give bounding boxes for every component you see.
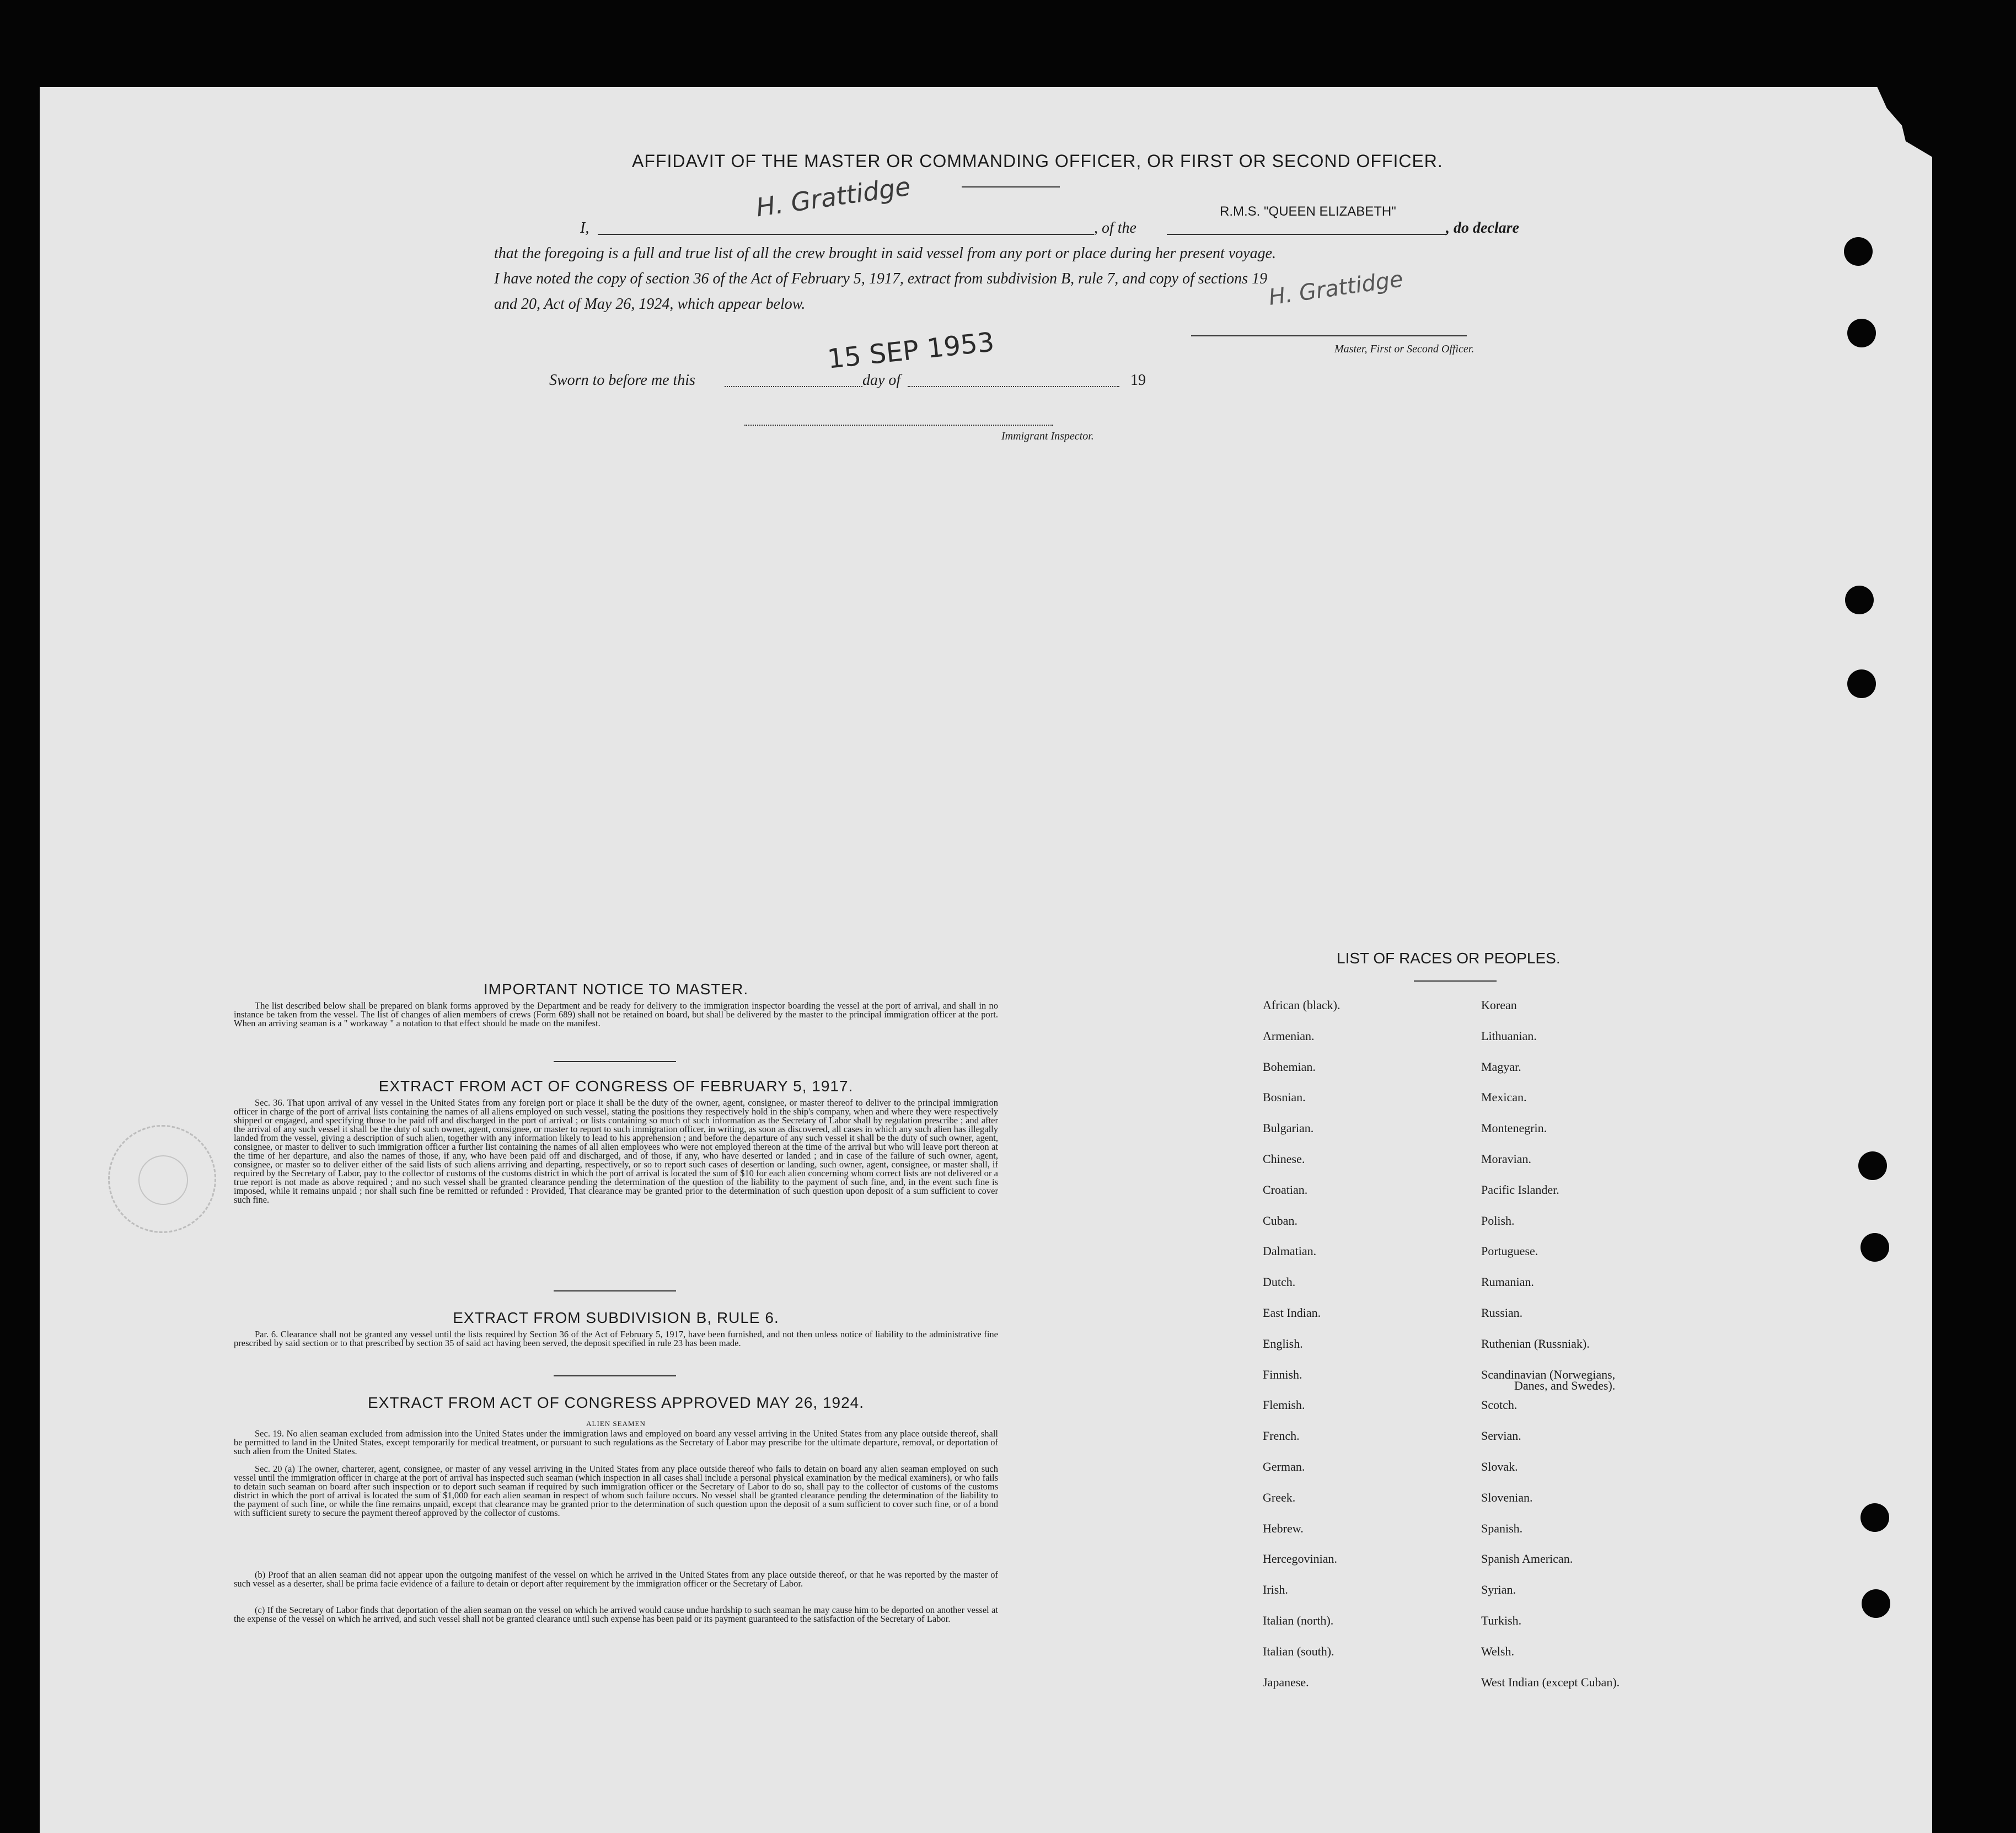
race-item: Italian (north). [1263, 1614, 1334, 1627]
punch-hole [1847, 319, 1876, 347]
race-item: Cuban. [1263, 1213, 1297, 1228]
race-item: Syrian. [1481, 1583, 1516, 1597]
extract-1924-subtitle: ALIEN SEAMEN [586, 1419, 646, 1428]
race-item: Bohemian. [1263, 1059, 1316, 1074]
race-item: Welsh. [1481, 1644, 1514, 1658]
extract-1917-text: Sec. 36. That upon arrival of any vessel in the United States from any foreign port or place it shall be the duty of the owner, agent, consignee, or master thereof to deliver to the principal immigration officer in charge of the port of arrival lists containing the names of all aliens employed on such vessel, stating the positions they respectively hold in the ship's company, when and where they were respectively shipped or engaged, and specifying those to be paid off and discharged in the port of arrival ; or lists containing so much of such information as the Secretary of Labor shall by regulation prescribe ; and after the arrival of any such vessel it shall be the duty of such owner, agent, consignee, or master to report to such immigration officer, in writing, as soon as discovered, all cases in which any such alien has illegally landed from the vessel, giving a description of such alien, together with any information likely to lead to his apprehension ; and before the departure of any such vessel it shall be the duty of such owner, agent, consignee, or master to deliver to such immigration officer a further list containing the names of all alien employees who were not employed thereon at the time of the arrival but who will leave port thereon at the time of her departure, and also the names of those, if any, who have been paid off and discharged, and of those, if any, who have deserted or landed ; and in case of the failure of such owner, agent, consignee, or master so to deliver either of the said lists of such aliens arriving and departing, respectively, or so to report such cases of desertion or landing, such owner, agent, consignee, or master shall, if required by the Secretary of Labor, pay to the collector of customs of the customs district in which the port of arrival is located the sum of $10 for each alien concerning whom correct lists are not delivered or a true report is not made as above required ; and no such vessel shall be granted clearance pending the determination of the question of the liability to the payment of such fine, and, in the event such fine is imposed, while it remains unpaid ; nor shall such fine be remitted or refunded : Provided, That clearance may be granted prior to the determination of such question upon deposit of a sum sufficient to cover such fine. [234, 1097, 998, 1205]
punch-hole [1858, 1151, 1887, 1180]
affidavit-line-2: that the foregoing is a full and true list of all the crew brought in said vessel from any port or place during her present voyage. [494, 245, 1277, 262]
sworn-day: day of [862, 372, 901, 389]
extract-1924-title: EXTRACT FROM ACT OF CONGRESS APPROVED MAY 26, 1924. [367, 1394, 865, 1411]
race-item: Flemish. [1263, 1398, 1305, 1412]
extract-1924-sec20b: (b) Proof that an alien seaman did not appear upon the outgoing manifest of the vessel on which he arrived in the United States from any place outside thereof, or that he was reported by the master of such vessel as a deserter, shall be prima facie evidence of a failure to detain or deport after requirement by the immigration officer or the Secretary of Labor. [234, 1569, 998, 1589]
race-item: Spanish. [1481, 1521, 1523, 1535]
extract-1924-sec19: Sec. 19. No alien seaman excluded from admission into the United States under the immigration laws and employed on board any vessel arriving in the United States from any place outside thereof, shall be permitted to land in the United States, except temporarily for medical treatment, or pursuant to such regulations as the Secretary of Labor may prescribe for the ultimate departure, removal, or deportation of such alien from the United States. [234, 1428, 998, 1456]
inspector-caption: Immigrant Inspector. [1001, 430, 1094, 442]
race-item: German. [1263, 1460, 1305, 1473]
race-item: Russian. [1481, 1306, 1523, 1320]
affidavit-do-declare: , do declare [1446, 219, 1519, 237]
title-underline [962, 186, 1060, 187]
extract-1917-title: EXTRACT FROM ACT OF CONGRESS OF FEBRUARY 5, 1917. [378, 1078, 854, 1095]
divider [554, 1061, 676, 1062]
sworn-month-line [908, 386, 1119, 387]
extract-rule6-title: EXTRACT FROM SUBDIVISION B, RULE 6. [453, 1309, 779, 1326]
race-item: Turkish. [1481, 1614, 1522, 1627]
affidavit-line-3: I have noted the copy of section 36 of the Act of February 5, 1917, extract from subdivision B, rule 7, and copy of sections 19 [494, 270, 1268, 287]
race-item: Danes, and Swedes). [1514, 1379, 1616, 1392]
race-item: Hercegovinian. [1263, 1552, 1337, 1566]
extract-rule6-text: Par. 6. Clearance shall not be granted any vessel until the lists required by Section 36 of the Act of February 5, 1917, have been furnished, and not then unless notice of liability to the administrative fine prescribed by said section or to that prescribed by section 35 of said act having been served, the deposit specified in rule 23 has been made. [234, 1329, 998, 1348]
race-item: Slovak. [1481, 1460, 1518, 1473]
sworn-day-line [725, 386, 862, 387]
race-item: Magyar. [1481, 1059, 1521, 1074]
name-line [598, 234, 1094, 235]
punch-hole [1847, 669, 1876, 698]
race-item: Armenian. [1263, 1028, 1315, 1043]
affidavit-title: AFFIDAVIT OF THE MASTER OR COMMANDING OFFICER, OR FIRST OR SECOND OFFICER. [632, 151, 1443, 171]
affidavit-i: I, [580, 219, 589, 237]
race-item: Scotch. [1481, 1398, 1518, 1412]
race-item: Lithuanian. [1481, 1028, 1537, 1043]
race-item: Hebrew. [1263, 1521, 1304, 1535]
race-item: Scandinavian (Norwegians, [1481, 1367, 1616, 1381]
race-item: Bulgarian. [1263, 1121, 1314, 1135]
race-item: Italian (south). [1263, 1644, 1334, 1658]
race-item: East Indian. [1263, 1306, 1321, 1320]
punch-hole [1862, 1589, 1890, 1618]
punch-hole [1860, 1233, 1889, 1262]
race-item: French. [1263, 1429, 1300, 1443]
race-item: Spanish American. [1481, 1552, 1573, 1566]
date-stamp: 15 SEP 1953 [825, 326, 996, 375]
race-item: English. [1263, 1336, 1303, 1350]
punch-hole [1844, 237, 1873, 266]
race-item: Montenegrin. [1481, 1121, 1547, 1135]
affidavit-line-4: and 20, Act of May 26, 1924, which appear below. [494, 296, 806, 313]
race-item: Irish. [1263, 1583, 1288, 1597]
inspector-line [744, 425, 1053, 426]
divider [554, 1375, 676, 1376]
race-item: Dalmatian. [1263, 1244, 1317, 1258]
officer-signature-line [1191, 335, 1467, 336]
race-item: Pacific Islander. [1481, 1182, 1559, 1197]
extract-1924-sec20c: (c) If the Secretary of Labor finds that deportation of the alien seaman on the vessel on which he arrived would cause undue hardship to such seaman he may cause him to be deported on another vessel at the expense of the vessel on which he arrived, and such vessel shall not be granted clearance until such expense has been paid or its payment guaranteed to the satisfaction of the Secretary of Labor. [234, 1605, 998, 1624]
notice-title: IMPORTANT NOTICE TO MASTER. [483, 980, 749, 998]
race-item: Greek. [1263, 1490, 1296, 1504]
punch-hole [1860, 1503, 1889, 1532]
sworn-year: 19 [1130, 372, 1146, 389]
race-item: Portuguese. [1481, 1244, 1538, 1258]
race-item: Ruthenian (Russniak). [1481, 1336, 1590, 1350]
races-title-underline [1414, 980, 1497, 982]
sworn-prefix: Sworn to before me this [549, 372, 695, 389]
race-item: Korean [1481, 998, 1517, 1012]
race-item: Mexican. [1481, 1090, 1527, 1105]
races-title: LIST OF RACES OR PEOPLES. [1337, 950, 1561, 967]
punch-hole [1845, 586, 1874, 614]
race-item: Croatian. [1263, 1182, 1308, 1197]
notice-text: The list described below shall be prepared on blank forms approved by the Department and be ready for delivery to the immigration inspector boarding the vessel at the port of arrival, and shall in no instance be taken from the vessel. The list of changes of alien members of crews (Form 689) shall not be retained on board, but shall be delivered by the master to the principal immigration officer at the port. When an arriving seaman is a " workaway " a notation to that effect should be made on the manifest. [234, 1000, 998, 1028]
race-item: West Indian (except Cuban). [1481, 1675, 1620, 1689]
officer-signature: H. Grattidge [1267, 266, 1405, 310]
race-item: Rumanian. [1481, 1275, 1534, 1289]
vessel-name: R.M.S. "QUEEN ELIZABETH" [1220, 204, 1396, 219]
race-item: Polish. [1481, 1213, 1515, 1228]
race-item: Moravian. [1481, 1152, 1532, 1166]
race-item: Finnish. [1263, 1367, 1302, 1381]
race-item: Japanese. [1263, 1675, 1309, 1689]
divider [554, 1290, 676, 1291]
affidavit-of-the: , of the [1094, 219, 1136, 237]
embossed-seal [108, 1125, 216, 1233]
extract-1924-sec20a: Sec. 20 (a) The owner, charterer, agent, consignee, or master of any vessel arriving in the United States from any place outside thereof who fails to detain on board any alien seaman employed on such vessel until the immigration officer in charge at the port of arrival has inspected such seaman (which inspection in all cases shall include a personal physical examination by the medical examiners), or who fails to detain such seaman on board after such inspection or to deport such seaman if required by such immigration officer or the Secretary of Labor to do so, shall pay to the collector of customs of the customs district in which the port of arrival is located the sum of $1,000 for each alien seaman in respect of whom such failure occurs. No vessel shall be granted clearance pending the determination of the liability to the payment of such fine, or while the fine remains unpaid, except that clearance may be granted prior to the determination of such question upon the deposit of a sum sufficient to cover such fine, or of a bond with sufficient surety to secure the payment thereof approved by the collector of customs. [234, 1464, 998, 1518]
officer-caption: Master, First or Second Officer. [1334, 343, 1475, 355]
race-item: Dutch. [1263, 1275, 1296, 1289]
race-item: Slovenian. [1481, 1490, 1533, 1504]
vessel-line [1167, 234, 1446, 235]
race-item: African (black). [1263, 998, 1341, 1012]
race-item: Bosnian. [1263, 1090, 1306, 1105]
race-item: Chinese. [1263, 1152, 1305, 1166]
race-item: Servian. [1481, 1429, 1521, 1443]
master-signature: H. Grattidge [754, 171, 913, 223]
